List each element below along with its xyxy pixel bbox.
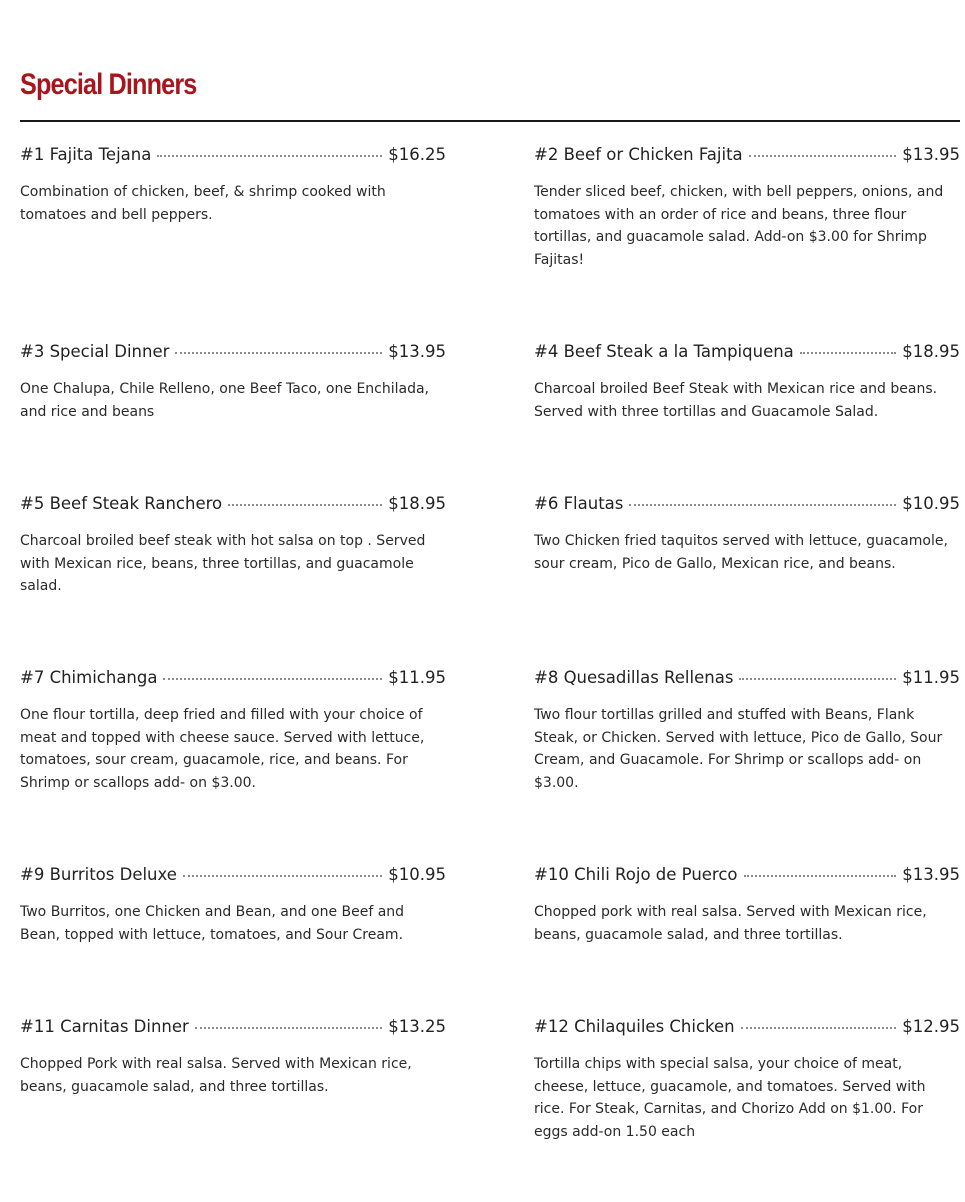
menu-item-price: $12.95 [902,1017,960,1036]
menu-item-description: Two Burritos, one Chicken and Bean, and one Beef and Bean, topped with lettuce, tomatoes, and Sour Cream. [20,904,405,943]
menu-item-2 [534,145,960,271]
menu-item-description: Tender sliced beef, chicken, with bell peppers, onions, and tomatoes with an order of rice and beans, three flour tortillas, and guacamole salad. Add-on $3.00 for Shrimp Fajitas! [534,184,944,268]
menu-item-price: $13.95 [388,342,446,361]
menu-item-description: Chopped pork with real salsa. Served with Mexican rice, beans, guacamole salad, and three tortillas. [534,904,927,943]
menu-item-header [20,668,446,690]
menu-item-name: #9 Burritos Deluxe [20,865,177,884]
menu-item-price: $11.95 [388,668,446,687]
menu-item-10 [534,865,960,946]
dot-leader [195,1027,382,1029]
menu-item-description: One flour tortilla, deep fried and filled with your choice of meat and topped with cheese sauce. Served with lettuce, tomatoes, sour cream, guacamole, rice, and beans. For Shrimp or scallops add- on $3.00. [20,707,425,791]
menu-item-description: Charcoal broiled Beef Steak with Mexican rice and beans. Served with three tortillas and Guacamole Salad. [534,381,938,420]
menu-item-name: #12 Chilaquiles Chicken [534,1017,735,1036]
menu-item-price: $13.95 [902,145,960,164]
menu-item-header [20,342,446,364]
menu-item-5 [20,494,446,598]
dot-leader [175,352,382,354]
menu-item-header [20,145,446,167]
menu-item-price: $18.95 [902,342,960,361]
menu-item-header [534,342,960,364]
title-divider [20,120,960,122]
dot-leader [800,352,896,354]
section-title: Special Dinners [20,68,197,101]
menu-item-header [534,865,960,887]
dot-leader [228,504,382,506]
menu-item-8 [534,668,960,794]
menu-item-header [20,865,446,887]
menu-item-description: Combination of chicken, beef, & shrimp cooked with tomatoes and bell peppers. [20,184,386,223]
menu-item-header [20,494,446,516]
menu-item-price: $13.25 [388,1017,446,1036]
menu-item-name: #7 Chimichanga [20,668,158,687]
menu-item-description: Chopped Pork with real salsa. Served with Mexican rice, beans, guacamole salad, and three tortillas. [20,1056,412,1095]
dot-leader [157,155,382,157]
menu-item-header [534,494,960,516]
menu-item-name: #5 Beef Steak Ranchero [20,494,223,513]
menu-item-name: #4 Beef Steak a la Tampiquena [534,342,794,361]
dot-leader [749,155,897,157]
menu-item-header [534,145,960,167]
dot-leader [629,504,896,506]
menu-item-3 [20,342,446,423]
menu-item-6 [534,494,960,575]
menu-item-description: Charcoal broiled beef steak with hot salsa on top . Served with Mexican rice, beans, three tortillas, and guacamole salad. [20,533,426,594]
menu-item-7 [20,668,446,794]
menu-item-name: #6 Flautas [534,494,624,513]
menu-item-name: #8 Quesadillas Rellenas [534,668,734,687]
menu-item-9 [20,865,446,946]
menu-item-price: $16.25 [388,145,446,164]
dot-leader [163,678,382,680]
dot-leader [739,678,896,680]
menu-item-header [20,1017,446,1039]
menu-item-description: Two flour tortillas grilled and stuffed with Beans, Flank Steak, or Chicken. Served with lettuce, Pico de Gallo, Sour Cream, and Guacamole. For Shrimp or scallops add- on $3.00. [534,707,943,791]
menu-item-price: $10.95 [388,865,446,884]
menu-item-description: One Chalupa, Chile Relleno, one Beef Taco, one Enchilada, and rice and beans [20,381,430,420]
menu-item-1 [20,145,446,226]
dot-leader [741,1027,897,1029]
menu-item-description: Tortilla chips with special salsa, your choice of meat, cheese, lettuce, guacamole, and tomatoes. Served with rice. For Steak, Carnitas, and Chorizo Add on $1.00. For eggs add-on 1.50 each [534,1056,926,1140]
menu-item-name: #2 Beef or Chicken Fajita [534,145,743,164]
menu-item-name: #3 Special Dinner [20,342,170,361]
menu-item-11 [20,1017,446,1098]
menu-item-header [534,668,960,690]
menu-item-name: #10 Chili Rojo de Puerco [534,865,738,884]
menu-item-12 [534,1017,960,1143]
menu-item-description: Two Chicken fried taquitos served with lettuce, guacamole, sour cream, Pico de Gallo, Mexican rice, and beans. [534,533,948,572]
menu-item-price: $11.95 [902,668,960,687]
menu-item-price: $13.95 [902,865,960,884]
menu-item-price: $18.95 [388,494,446,513]
menu-item-name: #1 Fajita Tejana [20,145,152,164]
menu-item-price: $10.95 [902,494,960,513]
dot-leader [183,875,382,877]
menu-item-4 [534,342,960,423]
dot-leader [744,875,897,877]
menu-item-header [534,1017,960,1039]
menu-item-name: #11 Carnitas Dinner [20,1017,189,1036]
